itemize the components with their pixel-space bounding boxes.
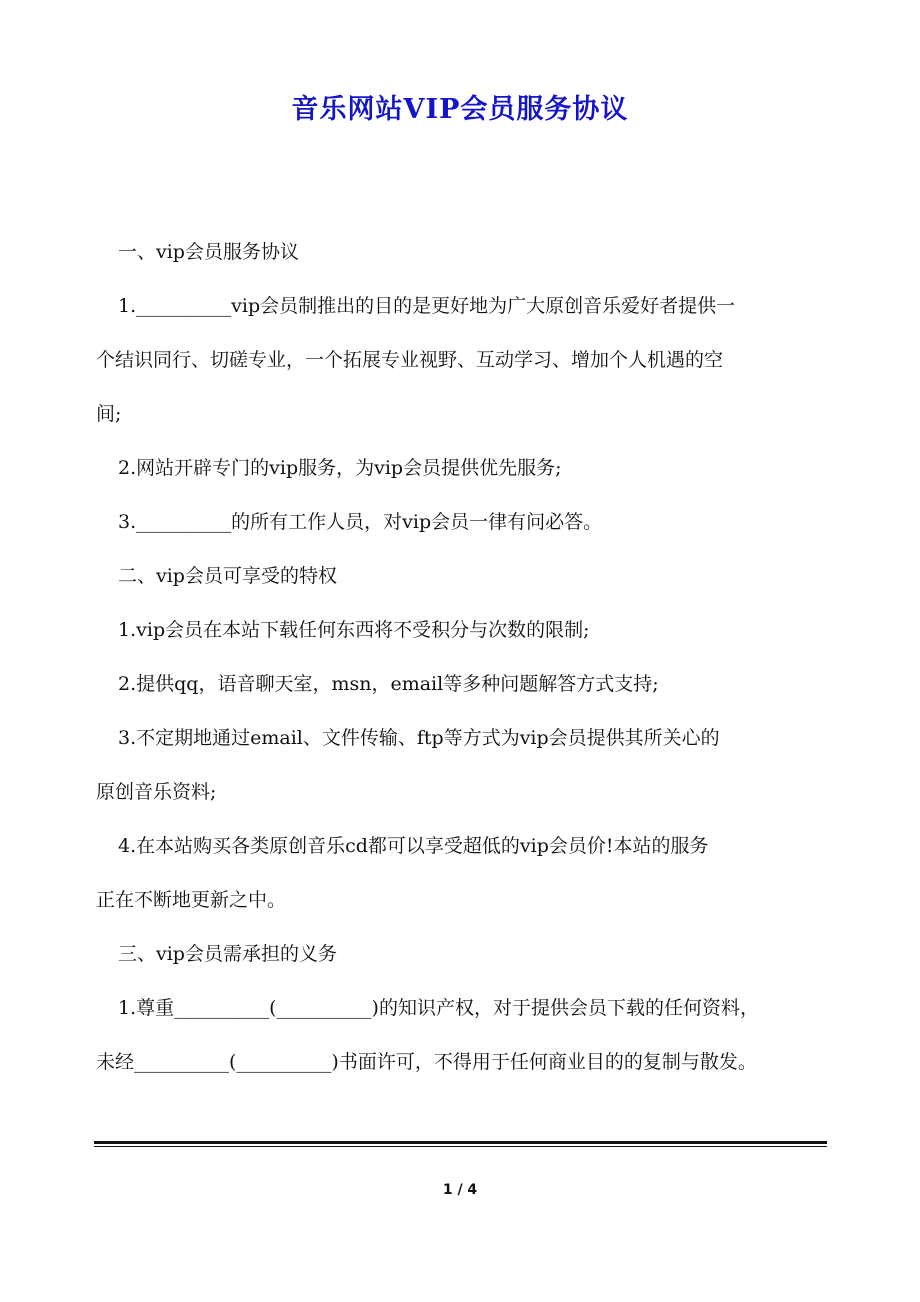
paragraph-line: 一、vip会员服务协议 <box>118 241 299 263</box>
paragraph-line: 三、vip会员需承担的义务 <box>118 943 337 965</box>
paragraph-line: 原创音乐资料; <box>96 781 217 803</box>
document-title: 音乐网站VIP会员服务协议 <box>291 94 629 125</box>
paragraph-line: 间; <box>96 403 122 425</box>
paragraph-line: 1.vip会员在本站下载任何东西将不受积分与次数的限制; <box>118 619 590 641</box>
document-body <box>96 225 831 1089</box>
footer-divider-thick <box>94 1141 827 1144</box>
paragraph-line: 2.提供qq，语音聊天室，msn，email等多种问题解答方式支持; <box>118 673 659 695</box>
footer-divider-thin <box>94 1146 827 1147</box>
paragraph-line: 3.__________的所有工作人员，对vip会员一律有问必答。 <box>118 511 603 533</box>
paragraph-line: 未经__________(__________)书面许可，不得用于任何商业目的的复制与散发。 <box>96 1051 757 1073</box>
paragraph-line: 正在不断地更新之中。 <box>96 889 287 911</box>
paragraph-line: 3.不定期地通过email、文件传输、ftp等方式为vip会员提供其所关心的 <box>118 727 720 749</box>
paragraph-line: 2.网站开辟专门的vip服务，为vip会员提供优先服务; <box>118 457 562 479</box>
page-number: 1 / 4 <box>442 1182 478 1198</box>
paragraph-line: 4.在本站购买各类原创音乐cd都可以享受超低的vip会员价!本站的服务 <box>118 835 709 857</box>
paragraph-line: 1.尊重__________(__________)的知识产权，对于提供会员下载的任何资料， <box>118 997 759 1019</box>
paragraph-line: 个结识同行、切磋专业，一个拓展专业视野、互动学习、增加个人机遇的空 <box>96 349 724 371</box>
paragraph-line: 二、vip会员可享受的特权 <box>118 565 337 587</box>
paragraph-line: 1.__________vip会员制推出的目的是更好地为广大原创音乐爱好者提供一 <box>118 295 736 317</box>
